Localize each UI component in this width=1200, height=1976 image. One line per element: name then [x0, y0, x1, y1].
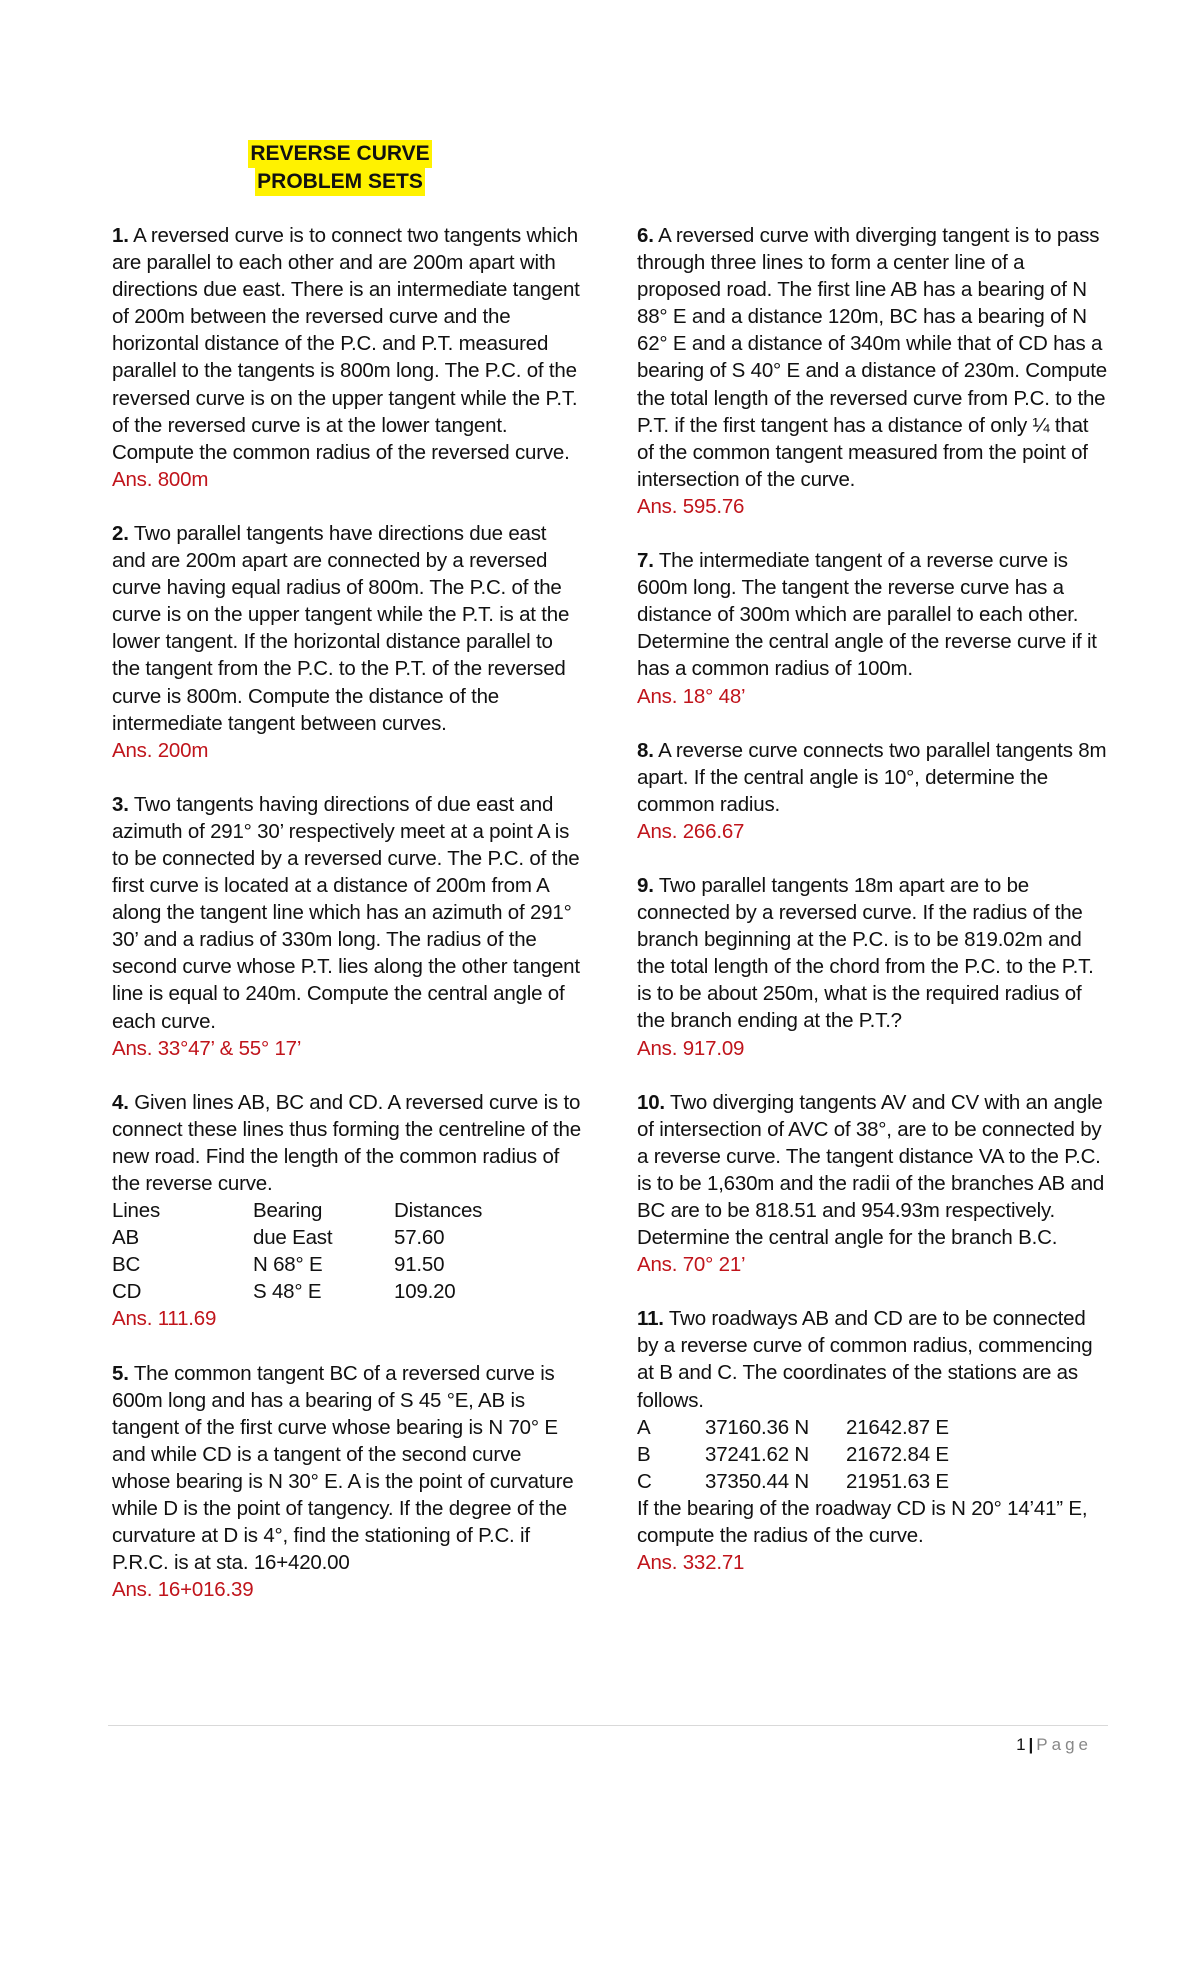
table-cell: S 48° E	[253, 1280, 322, 1304]
footer-divider	[108, 1725, 1108, 1726]
problem-text: Two parallel tangents 18m apart are to be connected by a reversed curve. If the radius of the branch beginning at the P.C. is to be 819.02m and the total length of the chord from the P.C. to the P.T. is to be about 250m, what is the required radius of the branch ending at the P.T.?	[637, 873, 1094, 1033]
table-cell: 91.50	[394, 1253, 445, 1277]
problem-3	[112, 791, 582, 1062]
problem-text: Two roadways AB and CD are to be connected by a reverse curve of common radius, commencing at B and C. The coordinates of the stations are as follows.	[637, 1307, 1093, 1412]
problem-answer: Ans. 266.67	[637, 819, 745, 843]
problem-number: 6.	[637, 224, 654, 247]
problem-number: 4.	[112, 1090, 129, 1114]
problem-text: Two tangents having directions of due east and azimuth of 291° 30’ respectively meet at a point A is to be connected by a reversed curve. The P.C. of the first curve is located at a distance of 200m from A along the tangent line which has an azimuth of 291° 30’ and a radius of 330m long. The radius of the second curve whose P.T. lies along the other tangent line is equal to 240m. Compute the central angle of each curve.	[112, 792, 580, 1033]
table-cell: N 68° E	[253, 1253, 323, 1277]
problem-number: 11.	[637, 1307, 664, 1331]
station-coordinates-table	[637, 1414, 949, 1495]
table-row	[112, 1278, 482, 1305]
problem-answer: Ans. 111.69	[112, 1307, 217, 1331]
problem-11	[637, 1305, 1107, 1576]
problem-text: Given lines AB, BC and CD. A reversed curve is to connect these lines thus forming the centreline of the new road. Find the length of the common radius of the reverse curve.	[112, 1090, 581, 1195]
table-cell: CD	[112, 1280, 142, 1304]
table-cell: 37160.36 N	[705, 1415, 810, 1439]
problem-text-after: If the bearing of the roadway CD is N 20° 14’41” E, compute the radius of the curve.	[637, 1496, 1088, 1548]
problem-answer: Ans. 595.76	[637, 494, 745, 518]
problem-8	[637, 737, 1107, 845]
problem-5	[112, 1360, 582, 1604]
table-cell: 37241.62 N	[705, 1442, 810, 1466]
problem-text: A reverse curve connects two parallel tangents 8m apart. If the central angle is 10°, determine the common radius.	[637, 738, 1107, 816]
problem-answer: Ans. 16+016.39	[112, 1578, 254, 1602]
problem-7	[637, 547, 1107, 710]
problem-answer: Ans. 917.09	[637, 1036, 745, 1060]
table-header-cell: Lines	[112, 1199, 161, 1223]
table-row	[637, 1468, 949, 1495]
table-cell: 21642.87 E	[846, 1415, 949, 1439]
table-cell: 109.20	[394, 1280, 456, 1304]
problem-answer: Ans. 800m	[112, 467, 209, 491]
problem-answer: Ans. 200m	[112, 738, 209, 762]
table-row	[637, 1414, 949, 1441]
table-cell: B	[637, 1442, 651, 1466]
table-header-row	[112, 1197, 482, 1224]
problem-2	[112, 520, 582, 764]
table-row	[112, 1224, 482, 1251]
problem-10	[637, 1089, 1107, 1279]
problem-text: A reversed curve with diverging tangent is to pass through three lines to form a center line of a proposed road. The first line AB has a bearing of N 88° E and a distance 120m, BC has a bearing of N 62° E and a distance of 340m while that of CD has a bearing of S 40° E and a distance of 230m. Compute the total length of the reversed curve from P.C. to the P.T. if the first tangent has a distance of only ¼ that of the common tangent measured from the point of intersection of the curve.	[637, 224, 1107, 491]
table-cell: C	[637, 1469, 652, 1493]
left-column	[112, 222, 582, 1630]
page-title	[236, 140, 444, 196]
problem-text: A reversed curve is to connect two tangents which are parallel to each other and are 200m apart with directions due east. There is an intermediate tangent of 200m between the reversed curve and the horizontal distance of the P.C. and P.T. measured parallel to the tangents is 800m long. The P.C. of the reversed curve is on the upper tangent while the P.T. of the reversed curve is at the lower tangent. Compute the common radius of the reversed curve.	[112, 224, 580, 464]
title-line-2: PROBLEM SETS	[255, 168, 425, 196]
lines-bearing-table	[112, 1197, 482, 1305]
problem-number: 1.	[112, 224, 129, 247]
table-cell: 57.60	[394, 1226, 445, 1250]
table-cell: AB	[112, 1226, 139, 1250]
problem-number: 7.	[637, 549, 654, 573]
table-cell: 21951.63 E	[846, 1469, 949, 1493]
problem-text: The intermediate tangent of a reverse curve is 600m long. The tangent the reverse curve has a distance of 300m which are parallel to each other. Determine the central angle of the reverse curve if it has a common radius of 100m.	[637, 549, 1097, 681]
page-footer	[1016, 1734, 1092, 1756]
problem-1	[112, 222, 582, 493]
title-line-1: REVERSE CURVE	[248, 140, 431, 168]
problem-answer: Ans. 33°47’ & 55° 17’	[112, 1036, 302, 1060]
footer-separator: |	[1028, 1735, 1034, 1754]
problem-4	[112, 1089, 582, 1333]
problem-answer: Ans. 332.71	[637, 1551, 745, 1575]
table-cell: BC	[112, 1253, 141, 1277]
table-cell: A	[637, 1415, 651, 1439]
table-cell: due East	[253, 1226, 333, 1250]
problem-number: 3.	[112, 792, 129, 816]
table-cell: 37350.44 N	[705, 1469, 810, 1493]
table-header-cell: Distances	[394, 1199, 483, 1223]
page-number: 1	[1016, 1735, 1026, 1754]
problem-number: 8.	[637, 738, 654, 762]
table-cell: 21672.84 E	[846, 1442, 949, 1466]
problem-text: The common tangent BC of a reversed curve is 600m long and has a bearing of S 45 °E, AB is tangent of the first curve whose bearing is N 70° E and while CD is a tangent of the second curve whose bearing is N 30° E. A is the point of curvature while D is the point of tangency. If the degree of the curvature at D is 4°, find the stationing of P.C. if P.R.C. is at sta. 16+420.00	[112, 1361, 574, 1575]
problem-text: Two parallel tangents have directions due east and are 200m apart are connected by a reversed curve having equal radius of 800m. The P.C. of the curve is on the upper tangent while the P.T. is at the lower tangent. If the horizontal distance parallel to the tangent from the P.C. to the P.T. of the reversed curve is 800m. Compute the distance of the intermediate tangent between curves.	[112, 521, 570, 735]
problem-number: 10.	[637, 1090, 665, 1114]
table-header-cell: Bearing	[253, 1199, 323, 1223]
table-row	[112, 1251, 482, 1278]
problem-answer: Ans. 70° 21’	[637, 1253, 746, 1277]
problem-9	[637, 872, 1107, 1062]
problem-answer: Ans. 18° 48’	[637, 684, 746, 708]
problem-number: 5.	[112, 1361, 129, 1385]
problem-number: 2.	[112, 521, 129, 545]
problem-text: Two diverging tangents AV and CV with an angle of intersection of AVC of 38°, are to be connected by a reverse curve. The tangent distance VA to the P.C. is to be 1,630m and the radii of the branches AB and BC are to be 818.51 and 954.93m respectively. Determine the central angle for the branch B.C.	[637, 1090, 1105, 1250]
problem-number: 9.	[637, 873, 654, 897]
right-column	[637, 222, 1107, 1603]
page-label: Page	[1036, 1735, 1092, 1754]
table-row	[637, 1441, 949, 1468]
problem-6	[637, 222, 1107, 520]
